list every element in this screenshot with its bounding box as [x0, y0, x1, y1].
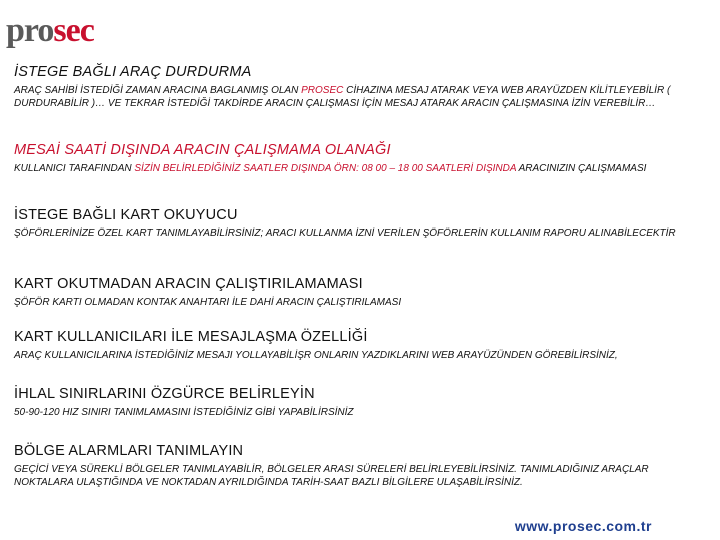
section-kart-okutmadan — [14, 276, 710, 309]
section-heading: İSTEGE BAĞLI ARAÇ DURDURMA — [14, 64, 252, 80]
section-kart-okuyucu — [14, 207, 710, 240]
logo-part-pro: pro — [6, 12, 54, 49]
body-highlight: SİZİN BELİRLEDİĞİNİZ SAATLER DIŞINDA ÖRN: 08 00 – 18 00 SAATLERİ DIŞINDA — [134, 163, 517, 174]
body-text-part: ARACINIZIN ÇALIŞMAMASI — [516, 163, 647, 174]
section-heading: İSTEGE BAĞLI KART OKUYUCU — [14, 207, 238, 223]
section-body: ŞÖFÖR KARTI OLMADAN KONTAK ANAHTARI İLE DAHİ ARACIN ÇALIŞTIRILAMASI — [14, 297, 402, 308]
section-heading: KART KULLANICILARI İLE MESAJLAŞMA ÖZELLİĞİ — [14, 329, 368, 345]
website-link[interactable]: www.prosec.com.tr — [514, 518, 652, 534]
body-highlight: PROSEC — [301, 85, 344, 96]
section-body: GEÇİCİ VEYA SÜREKLİ BÖLGELER TANIMLAYABİLİR, BÖLGELER ARASI SÜRELERİ BELİRLEYEBİLİRSİNİZ. TANIMLADIĞINIZ ARAÇLAR NOKTALARA ULAŞTIĞINDA VE NOKTADAN AYRILDIĞINDA TARİH-SAAT BAZLI BİLGİLERE ULAŞABİLİRSİNİZ. — [14, 464, 649, 488]
prosec-logo — [6, 14, 94, 48]
body-text-part: CİHAZINA MESAJ ATARAK VEYA WEB ARAYÜZDEN KİLİTLEYEBİLİR ( DURDURABİLİR )… VE TEKRAR İSTEDİĞİ TAKDİRDE ARACIN ÇALIŞMASI İÇİN MESAJ ATARAK ARACIN ÇALIŞMASINA İZİN VEREBİLİR… — [14, 85, 671, 109]
section-heading: MESAİ SAATİ DIŞINDA ARACIN ÇALIŞMAMA OLANAĞI — [14, 142, 391, 158]
section-body: ARAÇ KULLANICILARINA İSTEDİĞİNİZ MESAJI YOLLAYABİLİŞR ONLARIN YAZDIKLARINI WEB ARAYÜZÜNDEN GÖREBİLİRSİNİZ, — [14, 350, 618, 361]
section-mesajlasma — [14, 329, 710, 362]
section-heading: BÖLGE ALARMLARI TANIMLAYIN — [14, 443, 244, 459]
body-text-part: ARAÇ SAHİBİ İSTEDİĞİ ZAMAN ARACINA BAGLANMIŞ OLAN — [14, 85, 302, 96]
section-bolge-alarmlari — [14, 443, 710, 489]
section-ihlal-sinirlari — [14, 386, 710, 419]
section-body: 50-90-120 HIZ SINIRI TANIMLAMASINI İSTEDİĞİNİZ GİBİ YAPABİLİRSİNİZ — [14, 407, 354, 418]
section-body — [14, 84, 710, 110]
section-body: ŞÖFÖRLERİNİZE ÖZEL KART TANIMLAYABİLİRSİNİZ; ARACI KULLANMA İZNİ VERİLEN ŞÖFÖRLERİN KULLANIM RAPORU ALINABİLECEKTİR — [14, 228, 676, 239]
body-text-part: KULLANICI TARAFINDAN — [14, 163, 135, 174]
section-heading: KART OKUTMADAN ARACIN ÇALIŞTIRILAMAMASI — [14, 276, 363, 292]
section-body — [14, 162, 710, 175]
section-arac-durdurma — [14, 64, 710, 110]
section-heading: İHLAL SINIRLARINI ÖZGÜRCE BELİRLEYİN — [14, 386, 315, 402]
section-mesai-saati — [14, 142, 710, 175]
logo-part-sec: sec — [53, 12, 94, 49]
